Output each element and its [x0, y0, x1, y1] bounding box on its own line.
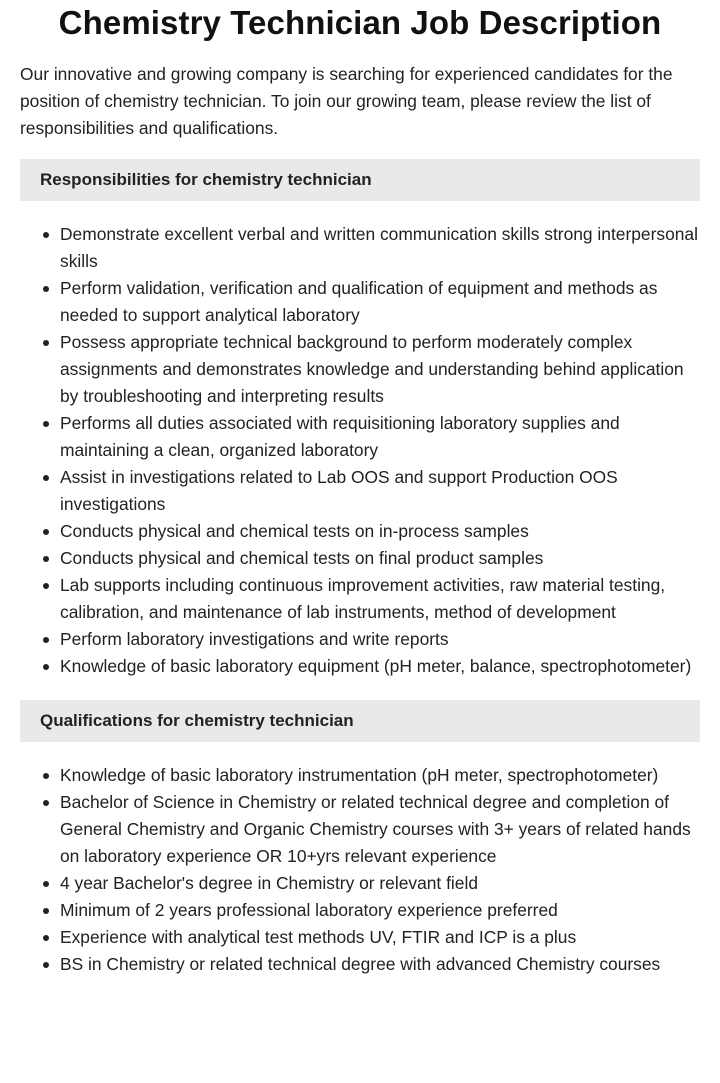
list-item: Demonstrate excellent verbal and written communication skills strong interpersonal skills — [60, 221, 700, 275]
list-item: Knowledge of basic laboratory instrumentation (pH meter, spectrophotometer) — [60, 762, 700, 789]
responsibilities-list — [20, 221, 700, 680]
responsibilities-heading: Responsibilities for chemistry technician — [20, 159, 700, 201]
qualifications-heading: Qualifications for chemistry technician — [20, 700, 700, 742]
list-item: Performs all duties associated with requisitioning laboratory supplies and maintaining a clean, organized laboratory — [60, 410, 700, 464]
list-item: 4 year Bachelor's degree in Chemistry or relevant field — [60, 870, 700, 897]
page-title: Chemistry Technician Job Description — [58, 4, 662, 41]
list-item: Assist in investigations related to Lab OOS and support Production OOS investigations — [60, 464, 700, 518]
list-item: Conducts physical and chemical tests on in-process samples — [60, 518, 700, 545]
list-item: Bachelor of Science in Chemistry or related technical degree and completion of General Chemistry and Organic Chemistry courses with 3+ years of related hands on laboratory experience OR 10+yrs relevant experience — [60, 789, 700, 870]
list-item: Conducts physical and chemical tests on final product samples — [60, 545, 700, 572]
list-item: Perform validation, verification and qualification of equipment and methods as needed to support analytical laboratory — [60, 275, 700, 329]
list-item: Lab supports including continuous improvement activities, raw material testing, calibration, and maintenance of lab instruments, method of development — [60, 572, 700, 626]
list-item: Knowledge of basic laboratory equipment (pH meter, balance, spectrophotometer) — [60, 653, 700, 680]
list-item: Possess appropriate technical background to perform moderately complex assignments and demonstrates knowledge and understanding behind application by troubleshooting and interpreting results — [60, 329, 700, 410]
list-item: Minimum of 2 years professional laboratory experience preferred — [60, 897, 700, 924]
qualifications-list — [20, 762, 700, 978]
list-item: BS in Chemistry or related technical degree with advanced Chemistry courses — [60, 951, 700, 978]
list-item: Experience with analytical test methods UV, FTIR and ICP is a plus — [60, 924, 700, 951]
list-item: Perform laboratory investigations and write reports — [60, 626, 700, 653]
intro-paragraph: Our innovative and growing company is searching for experienced candidates for the position of chemistry technician. To join our growing team, please review the list of responsibilities and qualifications. — [20, 64, 673, 138]
